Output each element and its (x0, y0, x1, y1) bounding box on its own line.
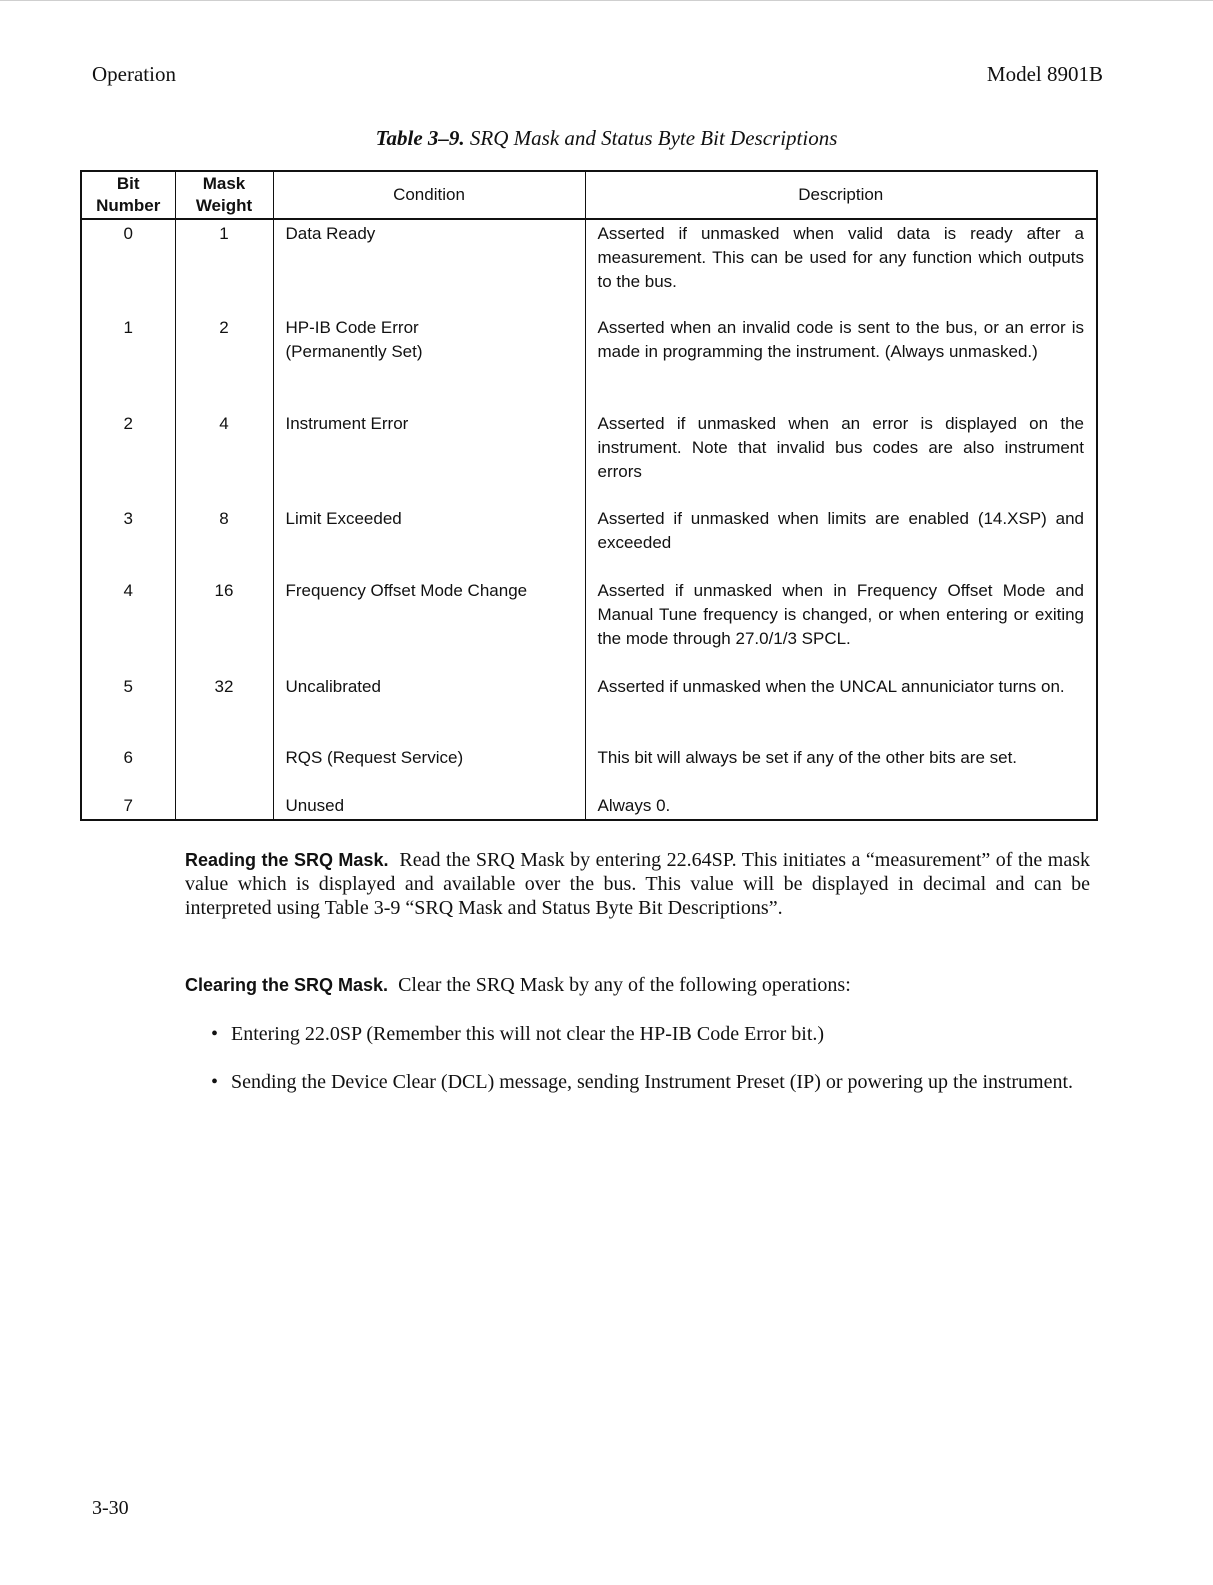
mask-weight-cell: 1 (175, 219, 273, 314)
running-header-model: Model 8901B (986, 62, 1103, 86)
condition-cell: HP-IB Code Error (Permanently Set) (273, 314, 585, 410)
column-header-bit-number: Bit Number (81, 171, 175, 219)
bit-number-cell: 5 (81, 673, 175, 744)
bit-number-cell: 2 (81, 410, 175, 505)
condition-cell: Instrument Error (273, 410, 585, 505)
condition-cell: Frequency Offset Mode Change (273, 577, 585, 673)
bit-number-cell: 3 (81, 505, 175, 577)
description-cell: This bit will always be set if any of the other bits are set. (585, 744, 1097, 792)
mask-weight-cell (175, 792, 273, 820)
mask-weight-cell: 2 (175, 314, 273, 410)
description-cell: Asserted if unmasked when valid data is ready after a measurement. This can be used for any function which outputs to the bus. (585, 219, 1097, 314)
condition-cell: Unused (273, 792, 585, 820)
bit-number-cell: 7 (81, 792, 175, 820)
clearing-srq-mask-paragraph (185, 973, 1090, 997)
description-cell: Always 0. (585, 792, 1097, 820)
bullet-icon: • (211, 1023, 219, 1045)
mask-weight-cell: 16 (175, 577, 273, 673)
page-number: 3-30 (92, 1497, 129, 1519)
description-cell: Asserted if unmasked when in Frequency Offset Mode and Manual Tune frequency is changed, or when entering or exiting the mode through 27.0/1/3 SPCL. (585, 577, 1097, 673)
table-caption-number: Table 3–9. (375, 126, 465, 150)
table-row (81, 505, 1097, 577)
column-header-description: Description (585, 171, 1097, 219)
mask-weight-cell (175, 744, 273, 792)
bit-number-cell: 0 (81, 219, 175, 314)
table-row (81, 314, 1097, 410)
table-body (81, 219, 1097, 820)
description-cell: Asserted when an invalid code is sent to the bus, or an error is made in programming the instrument. (Always unmasked.) (585, 314, 1097, 410)
list-item: • Entering 22.0SP (Remember this will not clear the HP-IB Code Error bit.) (211, 1023, 825, 1045)
column-header-mask-weight: Mask Weight (175, 171, 273, 219)
condition-cell: Uncalibrated (273, 673, 585, 744)
list-item: • Sending the Device Clear (DCL) message, sending Instrument Preset (IP) or powering up the instrument. (211, 1071, 1074, 1093)
running-header-section: Operation (92, 62, 176, 86)
bit-number-cell: 6 (81, 744, 175, 792)
description-cell: Asserted if unmasked when an error is displayed on the instrument. Note that invalid bus codes are also instrument errors (585, 410, 1097, 505)
table-row (81, 410, 1097, 505)
clearing-srq-mask-heading: Clearing the SRQ Mask. (185, 975, 389, 995)
condition-cell: Data Ready (273, 219, 585, 314)
condition-cell: Limit Exceeded (273, 505, 585, 577)
table-row (81, 577, 1097, 673)
description-cell: Asserted if unmasked when the UNCAL annuniciator turns on. (585, 673, 1097, 744)
table-row (81, 673, 1097, 744)
table-caption (0, 126, 1213, 151)
reading-srq-mask-text: Read the SRQ Mask by entering 22.64SP. This initiates a “measurement” of the mask value which is displayed and available over the bus. This value will be displayed in decimal and can be interpreted using Table 3-9 “SRQ Mask and Status Byte Bit Descriptions”. (185, 849, 1090, 919)
table-row (81, 792, 1097, 820)
clearing-operations-list (185, 1022, 1090, 1094)
condition-cell: RQS (Request Service) (273, 744, 585, 792)
srq-bit-table (80, 170, 1098, 821)
mask-weight-cell: 8 (175, 505, 273, 577)
clearing-srq-mask-text: Clear the SRQ Mask by any of the following operations: (398, 974, 851, 996)
bullet-icon: • (211, 1071, 219, 1093)
bit-number-cell: 4 (81, 577, 175, 673)
table-header-row (81, 171, 1097, 219)
description-cell: Asserted if unmasked when limits are enabled (14.XSP) and exceeded (585, 505, 1097, 577)
column-header-condition: Condition (273, 171, 585, 219)
table-caption-title: SRQ Mask and Status Byte Bit Descriptions (469, 126, 838, 150)
mask-weight-cell: 32 (175, 673, 273, 744)
bit-number-cell: 1 (81, 314, 175, 410)
table-row (81, 744, 1097, 792)
reading-srq-mask-heading: Reading the SRQ Mask. (185, 850, 389, 870)
page-top-rule (0, 0, 1213, 1)
reading-srq-mask-paragraph (185, 848, 1090, 920)
mask-weight-cell: 4 (175, 410, 273, 505)
table-row (81, 219, 1097, 314)
